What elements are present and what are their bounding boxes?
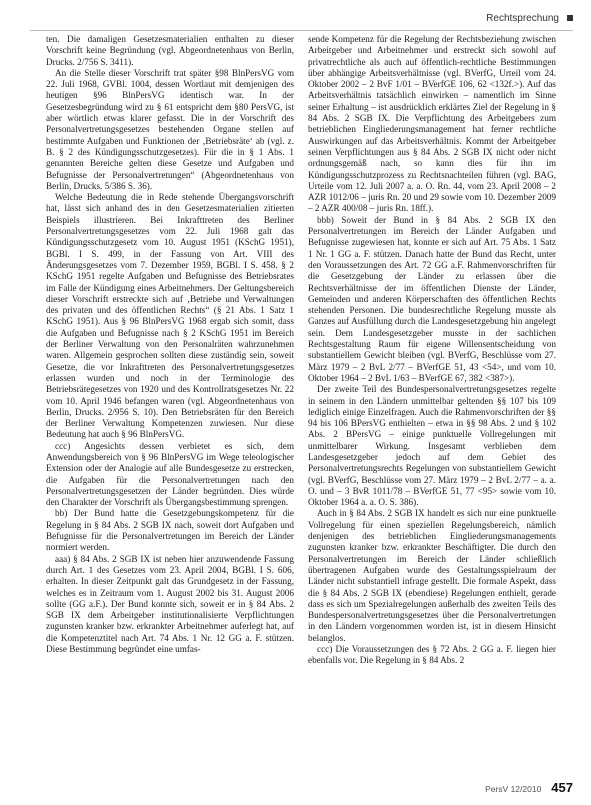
paragraph: sende Kompetenz für die Regelung der Rechtsbeziehung zwischen Arbeitgeber und Arbeitnehmer und erstreckt sich sowohl auf privatrechtliche als auch auf öffentlich-rechtliche Bestimmungen über abhängige Arbeitsverhältnisse (vgl. BVerfG, Urteil vom 24. Oktober 2002 – 2 BvF 1/01 – BVerfGE 106, 62 <132f.>). Auf das Arbeitsverhältnis tatsächlich einwirken – namentlich im Sinne seiner Erhaltung – ist ausdrücklich erklärtes Ziel der Regelung in § 84 Abs. 2 SGB IX. Die Verpflichtung des Arbeitgebers zum betrieblichen Eingliederungsmanagement hat ferner rechtliche Auswirkungen auf das Arbeitsverhältnis. Kommt der Arbeitgeber seinen Verpflichtungen aus § 84 Abs. 2 SGB IX nicht oder nicht ordnungsgemäß nach, so kann dies für ihn im Kündigungsschutzprozess zu Rechtsnachteilen führen (vgl. BAG, Urteile vom 12. Juli 2007 a. a. O. Rn. 44, vom 23. April 2008 – 2 AZR 1012/06 – juris Rn. 20 und 29 sowie vom 10. Dezember 2009 – 2 AZR 400/08 – juris Rn. 18ff.). (308, 34, 556, 214)
paragraph: ccc) Die Voraussetzungen des § 72 Abs. 2 GG a. F. liegen hier ebenfalls vor. Die Regelung in § 84 Abs. 2 (308, 644, 556, 666)
paragraph: Auch in § 84 Abs. 2 SGB IX handelt es sich nur eine punktuelle Vollregelung für einen speziellen Regelungsbereich, nämlich denjenigen des betrieblichen Eingliederungsmanagements zugunsten kranker bzw. erkrankter Beschäftigter. Die durch den Personalvertretungen im Bereich der Länder schließlich übertragenen Aufgaben wurde des Gestaltungsspielraum der Länder nicht substantiell infrage gestellt. Die formale Aspekt, dass die § 84 Abs. 2 SGB IX (ebendiese) Regelungen enthielt, gerade dass es sich um Spezialregelungen außerhalb des zweiten Teils des Bundespersonalvertretungsgesetzes über die Personalvertretungen in den Ländern vorgenommen worden ist, ist in diesem Hinsicht belanglos. (308, 508, 556, 643)
header-rule (30, 30, 573, 31)
right-column (308, 34, 556, 767)
section-label: Rechtsprechung (486, 12, 559, 24)
paragraph: Welche Bedeutung die in Rede stehende Übergangsvorschrift hat, lässt sich anhand des in den Gesetzesmaterialien zitierten Beispiels illustrieren. Bei Inkrafttreten des Berliner Personalvertretungsgesetzes vom 22. Juli 1968 galt das Kündigungsschutzgesetz vom 10. August 1951 (KSchG 1951), BGBl. I S. 499, in der Fassung von Art. VIII des Änderungsgesetzes vom 7. Dezember 1959, BGBl. I S. 458. § 2 KSchG 1951 regelte Aufgaben und Befugnisse des Betriebsrates im Falle der Kündigung eines Arbeitnehmers. Der Geltungsbereich dieser Vorschrift erstreckte sich auf ‚Betriebe und Verwaltungen des privaten und des öffentlichen Rechts“ (§ 21 Abs. 1 Satz 1 KSchG 1951). Aus § 96 BlnPersVG 1968 ergab sich somit, dass die Aufgaben und Befugnisse nach § 2 KSchG 1951 im Bereich der Berliner Verwaltung von den Personalräten wahrzunehmen waren. Allgemein gesprochen sollten diese zuständig sein, soweit Gesetze, die vor Inkrafttreten des Personalvertretungsgesetzes erlassen wurden und noch in der Terminologie des Betriebsrätegesetzes von 1920 und des Kontrollratsgesetzes Nr. 22 vom 10. April 1946 befangen waren (vgl. Abgeordnetenhaus von Berlin, Drucks. 2/956 S. 10). Den Betriebsräten für den Bereich der Berliner Verwaltung Kompetenzen zuwiesen. Nur diese Bedeutung hat auch § 96 BlnPersVG. (46, 192, 294, 440)
paragraph: ccc) Angesichts dessen verbietet es sich, dem Anwendungsbereich von § 96 BlnPersVG im Wege teleologischer Extension oder der Analogie auf alle Bundesgesetze zu erstrecken, die Aufgaben für die Personalvertretungen nach den Personalvertretungsgesetzen der Länder begründen. Dies würde den Charakter der Vorschrift als Übergangsbestimmung sprengen. (46, 440, 294, 508)
journal-issue: PersV 12/2010 (485, 784, 542, 794)
paragraph: aaa) § 84 Abs. 2 SGB IX ist neben hier anzuwendende Fassung durch Art. 1 des Gesetzes vom 23. April 2004, BGBl. I S. 606, erhalten. In dieser Zeitpunkt galt das Grundgesetz in der Fassung, welches es in Zeitraum vom 1. August 2002 bis 31. August 2006 sollte (GG a.F.). Der Bund konnte sich, soweit er in § 84 Abs. 2 SGB IX dem Arbeitgeber institutionalisierte Verpflichtungen zugunsten kranker bzw. erkrankter Arbeitnehmer auferlegt hat, auf die Kompetenztitel nach Art. 74 Abs. 1 Nr. 12 GG a. F. stützen. Diese Bestimmung begründet eine umfas- (46, 553, 294, 655)
page-footer (485, 780, 573, 795)
left-column (46, 34, 294, 767)
paragraph: bb) Der Bund hatte die Gesetzgebungskompetenz für die Regelung in § 84 Abs. 2 SGB IX nach, soweit dort Aufgaben und Befugnisse für die Personalvertretungen im Bereich der Länder normiert werden. (46, 508, 294, 553)
running-header (486, 11, 573, 25)
paragraph: bbb) Soweit der Bund in § 84 Abs. 2 SGB IX den Personalvertretungen im Bereich der Länder Aufgaben und Befugnisse zugewiesen hat, konnte er sich auf Art. 75 Abs. 1 Satz 1 Nr. 1 GG a. F. stützen. Danach hatte der Bund das Recht, unter den Voraussetzungen des Art. 72 GG a.F. Rahmenvorschriften für die Gesetzgebung der Länder zu erlassen über die Rechtsverhältnisse der im öffentlichen Dienste der Länder, Gemeinden und anderen Körperschaften des öffentlichen Rechts stehenden Personen. Die bundesrechtliche Regelung musste als Ganzes auf Ausfüllung durch die Landesgesetzgebung hin angelegt sein. Dem Landesgesetzgeber musste in der sachlichen Rechtsgestaltung Raum für eigene Willensentscheidung von substantiellem Gewicht bleiben (vgl. BVerfG, Beschlüsse vom 27. März 1979 – 2 BvL 2/77 – BVerfGE 51, 43 <54>, und vom 10. Oktober 1964 – 2 BvL 1/63 – BVerfGE 67, 382 <387>). (308, 214, 556, 383)
paragraph: ten. Die damaligen Gesetzesmaterialien enthalten zu dieser Vorschrift keine Begründung (vgl. Abgeordnetenhaus von Berlin, Drucks. 2/756 S. 3411). (46, 34, 294, 67)
paragraph: An die Stelle dieser Vorschrift trat später §98 BlnPersVG vom 22. Juli 1968, GVBl. 1004, dessen Wortlaut mit demjenigen des heutigen §96 BlnPersVG identisch war. In der Gesetzesbegründung wird zu § 61 entspricht dem §80 PersVG, ist aber wörtlich etwas klarer gefasst. Die in der Vorschrift des Personalvertretungsgesetzes bestehenden Organe stellen auf bestimmte Aufgaben und Funktionen der ‚Betriebsräte‘ ab (vgl. z. B. § 2 des Kündigungsschutzgesetzes). Für die in § 1 Abs. 1 genannten Bereiche gelten diese Gesetze und Aufgaben und Befugnisse der Personalvertretungen“ (Abgeordnetenhaus von Berlin, Drucks. 5/386 S. 36). (46, 67, 294, 191)
page-number: 457 (551, 780, 573, 795)
square-bullet-icon (567, 15, 573, 21)
paragraph: Der zweite Teil des Bundespersonalvertretungsgesetzes regelte in seinem in den Ländern unmittelbar geltenden §§ 107 bis 109 lediglich einige Einzelfragen. Auch die Rahmenvorschriften der §§ 94 bis 106 BPersVG enthielten – etwa in §§ 98 Abs. 2 und § 102 Abs. 2 BPersVG – einige punktuelle Vollregelungen mit unmittelbarer Wirkung. Insgesamt verblieben dem Landesgesetzgeber jedoch auf dem Gebiet des Personalvertretungsrechts Regelungen von substantiellem Gewicht (vgl. BVerfG, Beschlüsse vom 27. März 1979 – 2 BvL 2/77 – a. a. O. und – 3 BvR 1011/78 – BVerfGE 51, 77 <95> sowie vom 10. Oktober 1964 a. a. O. S. 386). (308, 384, 556, 508)
